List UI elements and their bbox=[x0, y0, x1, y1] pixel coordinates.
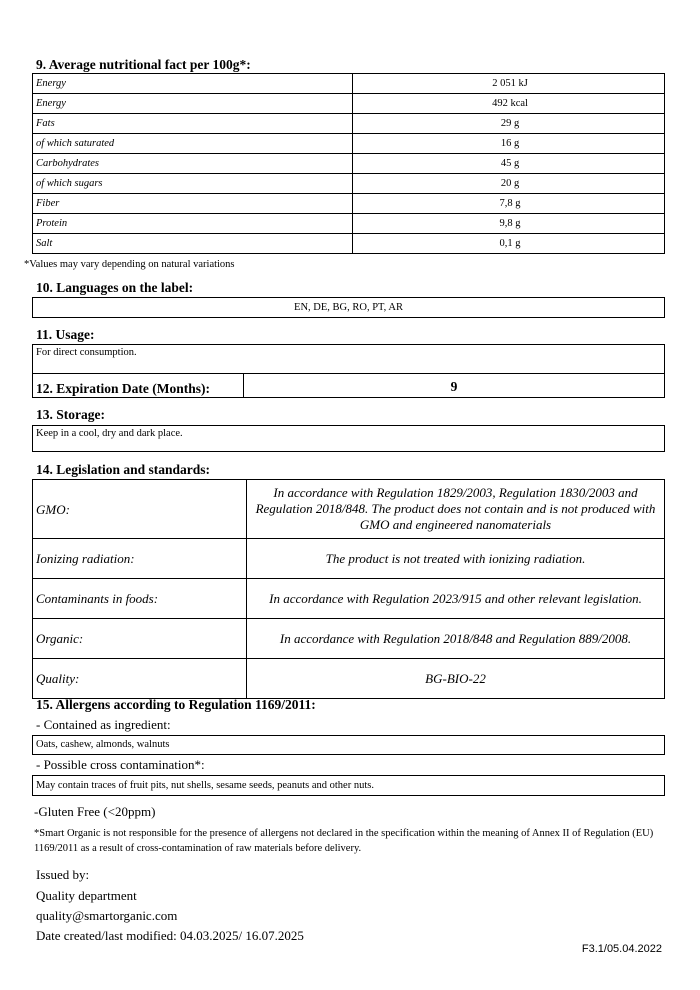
nutrient-label: Fiber bbox=[33, 194, 353, 214]
table-row bbox=[33, 539, 665, 579]
table-row bbox=[33, 174, 665, 194]
nutrient-value: 2 051 kJ bbox=[353, 74, 665, 94]
allergens-cross-label: - Possible cross contamination*: bbox=[36, 757, 205, 772]
allergens-contained-value: Oats, cashew, almonds, walnuts bbox=[32, 735, 665, 755]
legislation-value: BG-BIO-22 bbox=[247, 659, 665, 699]
nutrient-label: Energy bbox=[33, 94, 353, 114]
nutrient-label: Fats bbox=[33, 114, 353, 134]
expiration-label-cell bbox=[32, 373, 244, 398]
table-row bbox=[33, 74, 665, 94]
table-row bbox=[33, 134, 665, 154]
legislation-heading: 14. Legislation and standards: bbox=[36, 462, 211, 477]
nutrient-label: of which sugars bbox=[33, 174, 353, 194]
form-code: F3.1/05.04.2022 bbox=[581, 943, 662, 955]
expiration-value: 9 bbox=[243, 373, 665, 398]
legislation-value: In accordance with Regulation 1829/2003, Regulation 1830/2003 and Regulation 2018/848. The product does not contain and is not produced with GMO and engineered nanomaterials bbox=[247, 480, 665, 539]
legislation-label: Quality: bbox=[33, 659, 247, 699]
nutrient-value: 492 kcal bbox=[353, 94, 665, 114]
nutrient-value: 0,1 g bbox=[353, 234, 665, 254]
expiration-label: 12. Expiration Date (Months): bbox=[36, 381, 210, 396]
nutrition-heading: 9. Average nutritional fact per 100g*: bbox=[36, 57, 251, 72]
table-row bbox=[33, 619, 665, 659]
usage-value: For direct consumption. bbox=[32, 344, 665, 374]
legislation-value: In accordance with Regulation 2023/915 and other relevant legislation. bbox=[247, 579, 665, 619]
issued-email: quality@smartorganic.com bbox=[36, 908, 178, 923]
issued-department: Quality department bbox=[36, 888, 137, 903]
legislation-table bbox=[32, 479, 665, 699]
storage-value: Keep in a cool, dry and dark place. bbox=[32, 425, 665, 452]
nutrient-value: 20 g bbox=[353, 174, 665, 194]
nutrient-value: 16 g bbox=[353, 134, 665, 154]
nutrition-table bbox=[32, 73, 665, 254]
nutrient-label: Energy bbox=[33, 74, 353, 94]
nutrient-label: of which saturated bbox=[33, 134, 353, 154]
table-row bbox=[33, 214, 665, 234]
issued-dates: Date created/last modified: 04.03.2025/ 16.07.2025 bbox=[36, 928, 304, 943]
table-row bbox=[33, 480, 665, 539]
storage-heading: 13. Storage: bbox=[36, 407, 105, 422]
languages-value: EN, DE, BG, RO, PT, AR bbox=[32, 297, 665, 318]
nutrient-label: Salt bbox=[33, 234, 353, 254]
table-row bbox=[33, 579, 665, 619]
table-row bbox=[33, 154, 665, 174]
allergens-heading: 15. Allergens according to Regulation 1169/2011: bbox=[36, 697, 316, 712]
table-row bbox=[33, 659, 665, 699]
nutrient-value: 7,8 g bbox=[353, 194, 665, 214]
table-row bbox=[33, 114, 665, 134]
table-row bbox=[33, 234, 665, 254]
allergens-contained-label: - Contained as ingredient: bbox=[36, 717, 171, 732]
legislation-value: The product is not treated with ionizing radiation. bbox=[247, 539, 665, 579]
languages-heading: 10. Languages on the label: bbox=[36, 280, 194, 295]
allergens-cross-value: May contain traces of fruit pits, nut shells, sesame seeds, peanuts and other nuts. bbox=[32, 775, 665, 796]
allergens-disclaimer: *Smart Organic is not responsible for the presence of allergens not declared in the specification within the meaning of Annex II of Regulation (EU) 1169/2011 as a result of cross-contamination of raw materials before delivery. bbox=[34, 828, 654, 854]
table-row bbox=[33, 94, 665, 114]
issued-label: Issued by: bbox=[36, 867, 90, 882]
gluten-free-note: -Gluten Free (<20ppm) bbox=[34, 804, 156, 819]
nutrient-label: Carbohydrates bbox=[33, 154, 353, 174]
legislation-label: Contaminants in foods: bbox=[33, 579, 247, 619]
usage-heading: 11. Usage: bbox=[36, 327, 95, 342]
nutrient-value: 45 g bbox=[353, 154, 665, 174]
nutrient-label: Protein bbox=[33, 214, 353, 234]
legislation-label: Ionizing radiation: bbox=[33, 539, 247, 579]
table-row bbox=[33, 194, 665, 214]
nutrient-value: 29 g bbox=[353, 114, 665, 134]
nutrient-value: 9,8 g bbox=[353, 214, 665, 234]
legislation-label: Organic: bbox=[33, 619, 247, 659]
nutrition-footnote: *Values may vary depending on natural variations bbox=[24, 259, 235, 270]
legislation-label: GMO: bbox=[33, 480, 247, 539]
legislation-value: In accordance with Regulation 2018/848 and Regulation 889/2008. bbox=[247, 619, 665, 659]
